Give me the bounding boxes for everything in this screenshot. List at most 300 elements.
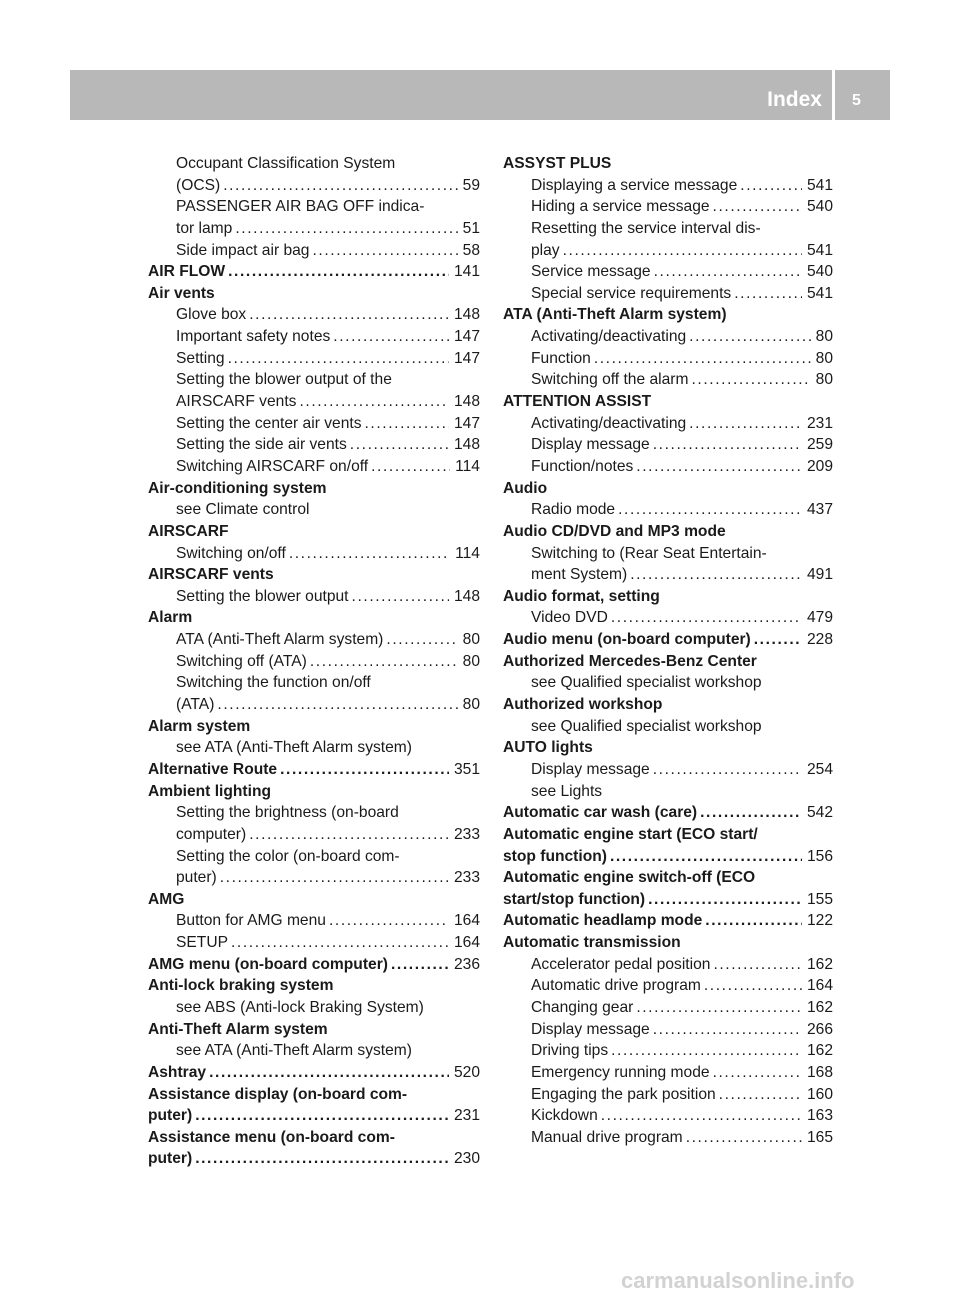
page-reference[interactable]: 228 — [806, 631, 833, 649]
page-reference[interactable]: 165 — [806, 1128, 833, 1146]
index-entry[interactable] — [503, 975, 833, 997]
index-heading — [148, 975, 480, 997]
entry-label: play — [531, 241, 560, 259]
index-heading — [148, 607, 480, 629]
index-heading — [148, 1127, 480, 1149]
index-entry[interactable] — [503, 997, 833, 1019]
dot-leader — [299, 391, 449, 413]
entry-label: Driving tips — [531, 1042, 609, 1060]
index-entry[interactable] — [148, 824, 480, 846]
dot-leader — [195, 1148, 449, 1170]
dot-leader — [217, 694, 457, 716]
index-entry[interactable] — [148, 586, 480, 608]
page-reference[interactable]: 236 — [453, 955, 480, 973]
index-entry[interactable] — [148, 348, 480, 370]
entry-label: AIRSCARF vents — [148, 566, 274, 584]
entry-label: Button for AMG menu — [176, 912, 326, 930]
entry-label: ATA (Anti-Theft Alarm system) — [503, 306, 727, 324]
page-reference[interactable]: 231 — [806, 414, 833, 432]
dot-leader — [289, 543, 450, 565]
index-heading — [503, 737, 833, 759]
page-reference[interactable]: 520 — [453, 1063, 480, 1081]
entry-label: ATTENTION ASSIST — [503, 393, 652, 411]
index-text — [503, 672, 833, 694]
entry-label: Assistance menu (on-board com- — [148, 1128, 395, 1146]
entry-label: computer) — [176, 825, 247, 843]
entry-label: puter) — [148, 1150, 193, 1168]
page-reference[interactable]: 259 — [806, 436, 833, 454]
page-reference[interactable]: 209 — [806, 457, 833, 475]
entry-label: Radio mode — [531, 501, 616, 519]
dot-leader — [636, 456, 802, 478]
page-reference[interactable]: 80 — [815, 328, 833, 346]
index-entry[interactable] — [148, 391, 480, 413]
index-entry[interactable] — [503, 889, 833, 911]
entry-label: see ATA (Anti-Theft Alarm system) — [176, 1042, 412, 1060]
index-heading — [148, 889, 480, 911]
header-divider — [832, 70, 835, 120]
entry-label: Switching AIRSCARF on/off — [176, 457, 369, 475]
index-text — [148, 737, 480, 759]
dot-leader — [209, 1062, 449, 1084]
page-reference[interactable]: 233 — [453, 825, 480, 843]
index-heading — [148, 781, 480, 803]
index-heading — [503, 478, 833, 500]
entry-label: Kickdown — [531, 1107, 598, 1125]
index-entry[interactable] — [503, 910, 833, 932]
entry-label: AMG — [148, 890, 185, 908]
page-reference[interactable]: 156 — [806, 847, 833, 865]
dot-leader — [630, 564, 802, 586]
page-reference[interactable]: 80 — [462, 696, 480, 714]
index-entry[interactable] — [503, 954, 833, 976]
entry-label: Function/notes — [531, 457, 634, 475]
page-reference[interactable]: 231 — [453, 1107, 480, 1125]
index-text — [148, 997, 480, 1019]
index-entry[interactable] — [503, 1084, 833, 1106]
dot-leader — [249, 824, 449, 846]
index-entry[interactable] — [148, 304, 480, 326]
entry-label: Setting — [176, 349, 225, 367]
page-reference[interactable]: 80 — [462, 631, 480, 649]
entry-label: puter) — [148, 1107, 193, 1125]
dot-leader — [280, 759, 449, 781]
entry-label: Setting the center air vents — [176, 414, 362, 432]
index-entry[interactable] — [148, 954, 480, 976]
page-reference[interactable]: 148 — [453, 587, 480, 605]
index-heading — [503, 867, 833, 889]
dot-leader — [594, 348, 811, 370]
index-entry[interactable] — [503, 802, 833, 824]
page-reference[interactable]: 542 — [806, 804, 833, 822]
index-heading — [503, 824, 833, 846]
index-text — [503, 543, 833, 565]
dot-leader — [310, 651, 458, 673]
entry-label: Alternative Route — [148, 760, 278, 778]
page-reference[interactable]: 164 — [806, 977, 833, 995]
header-title: Index — [767, 88, 822, 111]
page-reference[interactable]: 148 — [453, 306, 480, 324]
entry-label: ASSYST PLUS — [503, 155, 612, 172]
entry-label: Switching off the alarm — [531, 371, 689, 389]
dot-leader — [610, 846, 802, 868]
index-entry[interactable] — [503, 283, 833, 305]
index-entry[interactable] — [148, 326, 480, 348]
page-reference[interactable]: 80 — [462, 652, 480, 670]
page-reference[interactable]: 114 — [455, 544, 480, 562]
index-heading — [503, 651, 833, 673]
index-entry[interactable] — [503, 348, 833, 370]
index-entry[interactable] — [148, 629, 480, 651]
page-reference[interactable]: 479 — [806, 609, 833, 627]
index-text — [148, 846, 480, 868]
dot-leader — [601, 1105, 802, 1127]
page-reference[interactable]: 164 — [453, 934, 480, 952]
index-entry[interactable] — [503, 326, 833, 348]
page-reference[interactable]: 155 — [806, 890, 833, 908]
entry-label: Service message — [531, 263, 651, 281]
entry-label: Setting the blower output of the — [176, 371, 392, 389]
index-heading — [503, 694, 833, 716]
index-entry[interactable] — [503, 261, 833, 283]
entry-label: Hiding a service message — [531, 198, 710, 216]
dot-leader — [195, 1105, 449, 1127]
dot-leader — [223, 175, 457, 197]
entry-label: Air-conditioning system — [148, 479, 327, 497]
index-heading — [503, 932, 833, 954]
dot-leader — [231, 932, 449, 954]
entry-label: Setting the color (on-board com- — [176, 847, 400, 865]
entry-label: Automatic drive program — [531, 977, 701, 995]
dot-leader — [235, 218, 457, 240]
entry-label: Special service requirements — [531, 284, 732, 302]
page-reference[interactable]: 254 — [806, 760, 833, 778]
dot-leader — [740, 175, 802, 197]
dot-leader — [352, 586, 449, 608]
index-heading — [503, 521, 833, 543]
dot-leader — [713, 196, 802, 218]
dot-leader — [611, 607, 802, 629]
entry-label: see ATA (Anti-Theft Alarm system) — [176, 739, 412, 757]
dot-leader — [329, 910, 449, 932]
entry-label: Changing gear — [531, 998, 634, 1016]
dot-leader — [653, 759, 802, 781]
entry-label: AMG menu (on-board computer) — [148, 955, 388, 973]
dot-leader — [636, 997, 802, 1019]
page-reference[interactable]: 141 — [453, 263, 480, 281]
entry-label: Occupant Classification System — [176, 155, 396, 172]
entry-label: Anti-Theft Alarm system — [148, 1020, 328, 1038]
dot-leader — [563, 240, 802, 262]
entry-label: Switching the function on/off — [176, 674, 371, 692]
page-reference[interactable]: 162 — [806, 955, 833, 973]
index-text — [148, 1040, 480, 1062]
index-heading — [148, 478, 480, 500]
entry-label: Automatic transmission — [503, 934, 681, 952]
entry-label: Authorized Mercedes-Benz Center — [503, 652, 757, 670]
page-reference[interactable]: 147 — [453, 328, 480, 346]
page-reference[interactable]: 58 — [462, 241, 480, 259]
dot-leader — [648, 889, 802, 911]
entry-label: Assistance display (on-board com- — [148, 1085, 408, 1103]
index-entry[interactable] — [148, 694, 480, 716]
entry-label: Function — [531, 349, 591, 367]
index-text — [148, 369, 480, 391]
page-number: 5 — [852, 92, 861, 109]
index-heading — [148, 564, 480, 586]
dot-leader — [719, 1084, 802, 1106]
entry-label: Displaying a service message — [531, 176, 738, 194]
entry-label: Switching on/off — [176, 544, 286, 562]
index-entry[interactable] — [503, 1062, 833, 1084]
entry-label: Air vents — [148, 284, 215, 302]
index-text — [503, 716, 833, 738]
page-reference[interactable]: 80 — [815, 349, 833, 367]
dot-leader — [713, 1062, 802, 1084]
entry-label: Audio — [503, 479, 548, 497]
index-entry[interactable] — [148, 543, 480, 565]
entry-label: Activating/deactivating — [531, 328, 687, 346]
entry-label: Automatic car wash (care) — [503, 804, 698, 822]
dot-leader — [689, 326, 810, 348]
index-heading — [148, 716, 480, 738]
entry-label: Important safety notes — [176, 328, 331, 346]
entry-label: see Climate control — [176, 501, 310, 519]
entry-label: see ABS (Anti-lock Braking System) — [176, 998, 424, 1016]
index-entry[interactable] — [148, 413, 480, 435]
entry-label: Anti-lock braking system — [148, 977, 334, 995]
index-heading — [503, 391, 833, 413]
index-entry[interactable] — [148, 434, 480, 456]
entry-label: Glove box — [176, 306, 247, 324]
index-entry[interactable] — [148, 651, 480, 673]
index-text — [148, 499, 480, 521]
index-heading — [503, 153, 833, 175]
entry-label: Accelerator pedal position — [531, 955, 711, 973]
index-entry[interactable] — [503, 434, 833, 456]
entry-label: Side impact air bag — [176, 241, 310, 259]
entry-label: PASSENGER AIR BAG OFF indica- — [176, 198, 425, 216]
entry-label: Video DVD — [531, 609, 608, 627]
dot-leader — [686, 1127, 802, 1149]
index-entry[interactable] — [148, 175, 480, 197]
entry-label: see Qualified specialist workshop — [531, 717, 762, 735]
page-reference[interactable]: 162 — [806, 1042, 833, 1060]
entry-label: Switching off (ATA) — [176, 652, 307, 670]
index-entry[interactable] — [503, 1040, 833, 1062]
page-reference[interactable]: 51 — [462, 219, 480, 237]
dot-leader — [654, 261, 802, 283]
entry-label: Alarm — [148, 609, 193, 627]
index-heading — [503, 586, 833, 608]
entry-label: Switching to (Rear Seat Entertain- — [531, 544, 767, 562]
entry-label: start/stop function) — [503, 890, 646, 908]
entry-label: tor lamp — [176, 219, 233, 237]
dot-leader — [653, 1019, 802, 1041]
index-entry[interactable] — [503, 1105, 833, 1127]
dot-leader — [705, 910, 802, 932]
index-text — [503, 781, 833, 803]
index-entry[interactable] — [148, 1148, 480, 1170]
dot-leader — [386, 629, 457, 651]
entry-label: AIRSCARF — [148, 522, 229, 540]
page-reference[interactable]: 59 — [462, 176, 480, 194]
page-reference[interactable]: 491 — [806, 566, 833, 584]
entry-label: AUTO lights — [503, 739, 593, 757]
dot-leader — [228, 348, 449, 370]
entry-label: Ambient lighting — [148, 782, 271, 800]
dot-leader — [653, 434, 802, 456]
entry-label: ATA (Anti-Theft Alarm system) — [176, 631, 384, 649]
entry-label: AIR FLOW — [148, 263, 226, 281]
dot-leader — [312, 240, 457, 262]
page-reference[interactable]: 540 — [806, 198, 833, 216]
entry-label: stop function) — [503, 847, 607, 865]
index-entry[interactable] — [148, 218, 480, 240]
index-text — [148, 672, 480, 694]
entry-label: AIRSCARF vents — [176, 393, 297, 411]
page-reference[interactable]: 266 — [806, 1020, 833, 1038]
entry-label: ment System) — [531, 566, 628, 584]
page-reference[interactable]: 160 — [806, 1085, 833, 1103]
entry-label: SETUP — [176, 934, 228, 952]
entry-label: (ATA) — [176, 696, 215, 714]
entry-label: Setting the side air vents — [176, 436, 347, 454]
index-entry[interactable] — [148, 456, 480, 478]
page-reference[interactable]: 540 — [806, 263, 833, 281]
index-column-left — [148, 153, 480, 1170]
index-entry[interactable] — [148, 867, 480, 889]
index-entry[interactable] — [148, 932, 480, 954]
index-entry[interactable] — [503, 413, 833, 435]
page-reference[interactable]: 147 — [453, 349, 480, 367]
dot-leader — [689, 413, 802, 435]
index-text — [148, 196, 480, 218]
dot-leader — [713, 954, 802, 976]
page-reference[interactable]: 233 — [453, 869, 480, 887]
index-heading — [148, 1084, 480, 1106]
page-reference[interactable]: 147 — [453, 414, 480, 432]
index-entry[interactable] — [503, 175, 833, 197]
entry-label: Display message — [531, 1020, 650, 1038]
page-reference[interactable]: 230 — [453, 1150, 480, 1168]
index-entry[interactable] — [503, 456, 833, 478]
dot-leader — [704, 975, 802, 997]
index-entry[interactable] — [503, 846, 833, 868]
index-text — [148, 802, 480, 824]
dot-leader — [691, 369, 810, 391]
entry-label: Manual drive program — [531, 1128, 683, 1146]
dot-leader — [754, 629, 802, 651]
entry-label: Display message — [531, 760, 650, 778]
entry-label: Emergency running mode — [531, 1063, 710, 1081]
index-text — [148, 153, 480, 175]
entry-label: Audio format, setting — [503, 587, 660, 605]
page-reference[interactable]: 148 — [453, 436, 480, 454]
page-reference[interactable]: 541 — [806, 241, 833, 259]
page-reference[interactable]: 114 — [455, 457, 480, 475]
entry-label: Audio menu (on-board computer) — [503, 631, 751, 649]
index-entry[interactable] — [148, 759, 480, 781]
dot-leader — [371, 456, 450, 478]
page-reference[interactable]: 351 — [453, 760, 480, 778]
index-heading — [148, 521, 480, 543]
entry-label: puter) — [176, 869, 217, 887]
dot-leader — [734, 283, 802, 305]
index-entry[interactable] — [503, 196, 833, 218]
index-entry[interactable] — [148, 1105, 480, 1127]
index-entry[interactable] — [503, 564, 833, 586]
index-column-right — [503, 153, 833, 1148]
index-entry[interactable] — [503, 1127, 833, 1149]
index-entry[interactable] — [503, 607, 833, 629]
page-reference[interactable]: 162 — [806, 998, 833, 1016]
index-heading — [148, 1019, 480, 1041]
dot-leader — [350, 434, 449, 456]
dot-leader — [249, 304, 449, 326]
entry-label: Authorized workshop — [503, 696, 663, 714]
dot-leader — [391, 954, 449, 976]
entry-label: see Lights — [531, 782, 603, 800]
index-text — [503, 218, 833, 240]
page-reference[interactable]: 80 — [815, 371, 833, 389]
entry-label: Engaging the park position — [531, 1085, 716, 1103]
index-entry[interactable] — [148, 910, 480, 932]
entry-label: Setting the blower output — [176, 587, 349, 605]
entry-label: Automatic engine switch-off (ECO — [503, 869, 756, 887]
index-entry[interactable] — [503, 499, 833, 521]
entry-label: Automatic engine start (ECO start/ — [503, 825, 758, 843]
index-entry[interactable] — [503, 240, 833, 262]
entry-label: Ashtray — [148, 1063, 207, 1081]
dot-leader — [365, 413, 449, 435]
dot-leader — [333, 326, 449, 348]
page-reference[interactable]: 168 — [806, 1063, 833, 1081]
watermark: carmanualsonline.info — [621, 1268, 855, 1293]
index-entry[interactable] — [148, 1062, 480, 1084]
index-heading — [148, 283, 480, 305]
page-reference[interactable]: 148 — [453, 393, 480, 411]
entry-label: Audio CD/DVD and MP3 mode — [503, 522, 726, 540]
index-entry[interactable] — [503, 629, 833, 651]
entry-label: see Qualified specialist workshop — [531, 674, 762, 692]
index-entry[interactable] — [503, 369, 833, 391]
index-entry[interactable] — [148, 240, 480, 262]
dot-leader — [618, 499, 802, 521]
page-reference[interactable]: 437 — [806, 501, 833, 519]
entry-label: Resetting the service interval dis- — [531, 219, 761, 237]
index-heading — [503, 304, 833, 326]
dot-leader — [220, 867, 449, 889]
page-reference[interactable]: 541 — [806, 284, 833, 302]
dot-leader — [228, 261, 449, 283]
page-reference[interactable]: 122 — [806, 912, 833, 930]
index-entry[interactable] — [503, 759, 833, 781]
entry-label: Setting the brightness (on-board — [176, 804, 399, 822]
entry-label: Display message — [531, 436, 650, 454]
entry-label: Alarm system — [148, 717, 251, 735]
page-reference[interactable]: 164 — [453, 912, 480, 930]
page-reference[interactable]: 163 — [806, 1107, 833, 1125]
dot-leader — [700, 802, 802, 824]
entry-label: (OCS) — [176, 176, 221, 194]
index-entry[interactable] — [148, 261, 480, 283]
page-reference[interactable]: 541 — [806, 176, 833, 194]
entry-label: Activating/deactivating — [531, 414, 687, 432]
index-entry[interactable] — [503, 1019, 833, 1041]
dot-leader — [611, 1040, 802, 1062]
entry-label: Automatic headlamp mode — [503, 912, 703, 930]
